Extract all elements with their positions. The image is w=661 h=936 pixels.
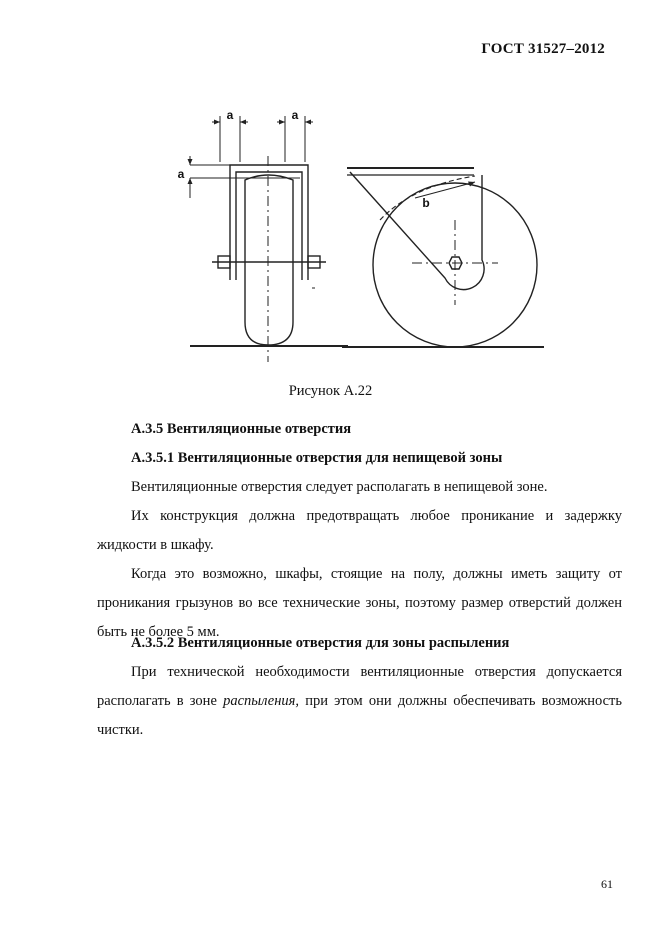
caster-side-view: [342, 168, 544, 347]
paragraph-4-emphasis: распыления,: [223, 693, 300, 709]
paragraph-3: Когда это возможно, шкафы, стоящие на полу, должны иметь защиту от проникания грызунов во все технические зоны, поэтому размер отверстий должен быть не более 5 мм.: [97, 566, 622, 640]
paragraph-4: [97, 658, 622, 745]
dimension-label-b: b: [422, 196, 430, 210]
paragraph-4-start: При технической необходимости вентиляционные отверстия допускается располагать в зоне: [97, 664, 622, 709]
caster-drawing: [150, 100, 550, 368]
dimension-label-a-left: a: [226, 108, 234, 122]
caster-front-view: [188, 116, 349, 362]
section-heading-a352: А.3.5.2 Вентиляционные отверстия для зоны распыления: [131, 635, 510, 651]
section-heading-a351: А.3.5.1 Вентиляционные отверстия для непищевой зоны: [131, 450, 503, 466]
page-number: 61: [601, 877, 613, 891]
paragraph-1: Вентиляционные отверстия следует располагать в непищевой зоне.: [131, 479, 548, 495]
figure-caption: Рисунок А.22: [288, 383, 373, 399]
dimension-label-a-right: a: [291, 108, 299, 122]
paragraph-2: Их конструкция должна предотвращать любое проникание и задержку жидкости в шкафу.: [97, 508, 622, 553]
document-header: ГОСТ 31527–2012: [481, 41, 605, 57]
dimension-label-a-side: a: [177, 167, 185, 181]
caster-figure: [150, 100, 550, 368]
paragraph-4-end: при этом они должны обеспечивать возможность чистки.: [97, 693, 622, 738]
section-heading-a35: А.3.5 Вентиляционные отверстия: [131, 421, 352, 437]
